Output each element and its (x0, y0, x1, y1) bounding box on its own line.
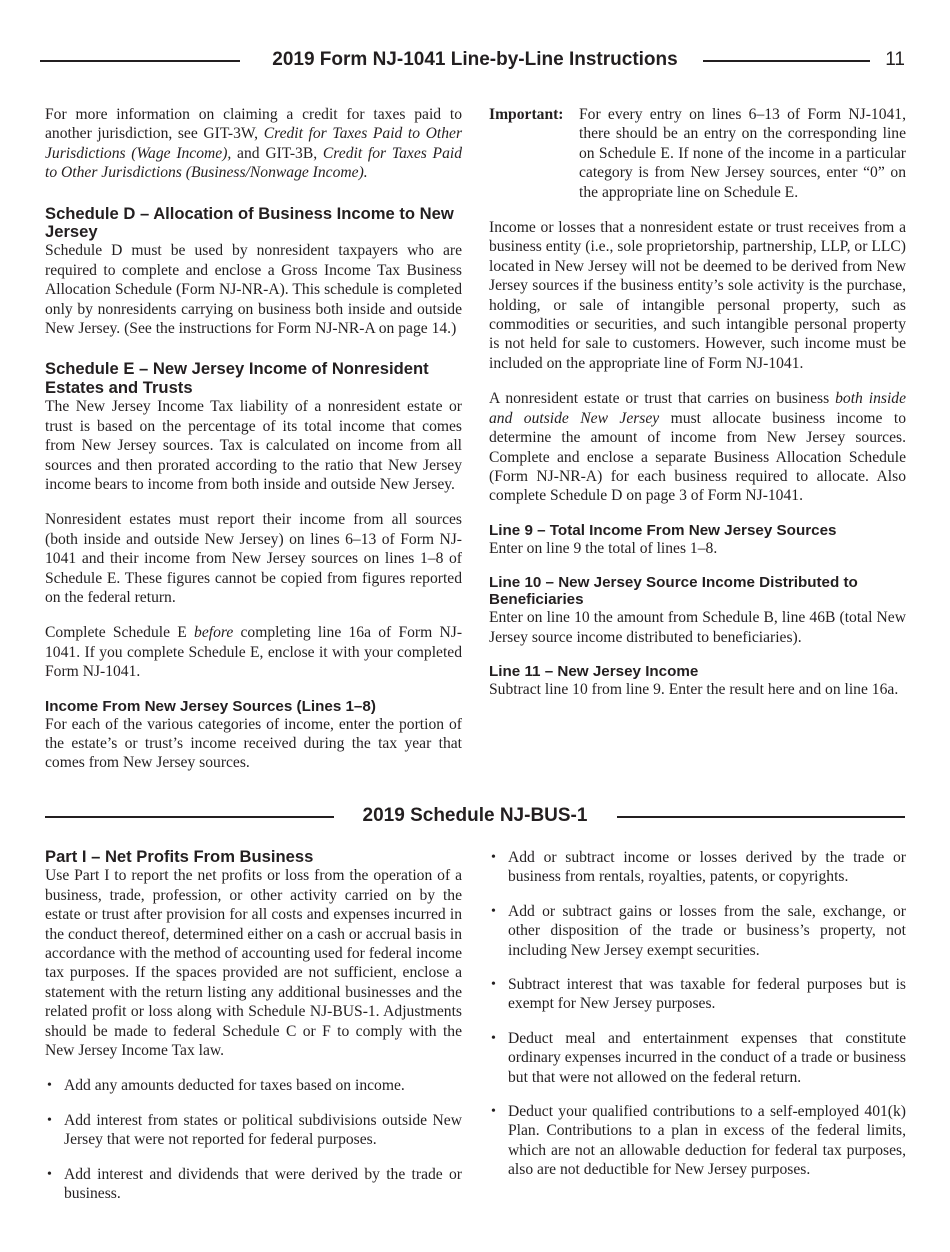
list-item: • Add or subtract gains or losses from the sale, exchange, or other disposition of the trade or business’s property, not including New Jersey exempt securities. (491, 902, 906, 959)
list-item: • Subtract interest that was taxable for federal purposes but is exempt for New Jersey purposes. (491, 976, 906, 1013)
list-item: • Add interest from states or political subdivisions outside New Jersey that were not reported for federal purposes. (47, 1111, 462, 1149)
left-column (45, 105, 462, 789)
schedule-d-text: Schedule D must be used by nonresident taxpayers who are required to complete and enclose a Gross Income Tax Business Allocation Schedule (Form NJ-NR-A). This schedule is completed only by nonresidents carrying on business both inside and outside New Jersey. (See the instructions for Form NJ-NR-A on page 14.) (45, 242, 462, 338)
line-10-text: Enter on line 10 the amount from Schedule B, line 46B (total New Jersey source income distributed to beneficiaries). (489, 609, 906, 646)
schedule-e-heading: Schedule E – New Jersey Income of Nonresident Estates and Trusts (45, 359, 429, 397)
page-header (0, 45, 950, 75)
line-9-heading: Line 9 – Total Income From New Jersey Sources (489, 521, 837, 539)
right-column (489, 105, 906, 715)
page-number: 11 (885, 49, 905, 70)
important-note (489, 105, 906, 202)
line-10-heading: Line 10 – New Jersey Source Income Distributed to Beneficiaries (489, 574, 858, 609)
list-item: • Add interest and dividends that were derived by the trade or business. (47, 1165, 462, 1203)
list-item: • Add or subtract income or losses derived by the trade or business from rentals, royalties, patents, or copyrights. (491, 849, 906, 886)
line-9-text: Enter on line 9 the total of lines 1–8. (489, 539, 718, 557)
important-label: Important: (489, 106, 564, 123)
schedule-d-heading: Schedule D – Allocation of Business Income to New Jersey (45, 203, 454, 242)
important-text: For every entry on lines 6–13 of Form NJ-1041, there should be an entry on the corresponding line on Schedule E. If none of the income in a particular category is from New Jersey sources, enter “0” on the appropriate line on Schedule E. (579, 106, 906, 201)
schedule-e-paragraph-3: Complete Schedule E before completing line 16a of Form NJ-1041. If you complete Schedule E, enclose it with your completed Form NJ-1041. (45, 624, 463, 681)
list-item: • Deduct your qualified contributions to a self-employed 401(k) Plan. Contributions to a plan in excess of the federal limits, which are not an allowable deduction for federal tax purposes, also are not deductible for New Jersey purposes. (491, 1103, 906, 1179)
list-item: • Add any amounts deducted for taxes based on income. (47, 1077, 405, 1095)
bus-right-column (489, 848, 906, 1195)
bus-left-column (45, 848, 462, 1219)
list-item: • Deduct meal and entertainment expenses that constitute ordinary expenses incurred in the conduct of a trade or business but that were not allowed on the federal return. (491, 1029, 906, 1086)
header-rule-right (703, 60, 870, 62)
section-rule-right (617, 816, 905, 818)
intro-paragraph: For more information on claiming a credit for taxes paid to another jurisdiction, see GIT-3W, Credit for Taxes Paid to Other Jurisdictions (Wage Income), and GIT-3B, Credit for Taxes Paid to Other Jurisdictions (Business/Nonwage Income). (45, 106, 463, 182)
part-1-heading: Part I – Net Profits From Business (45, 847, 314, 866)
section-title: 2019 Schedule NJ-BUS-1 (362, 805, 588, 826)
left-bullet-list (45, 1076, 462, 1203)
line-11-heading: Line 11 – New Jersey Income (489, 662, 699, 680)
line-11-text: Subtract line 10 from line 9. Enter the result here and on line 16a. (489, 680, 899, 698)
page-title: 2019 Form NJ-1041 Line-by-Line Instructions (272, 49, 678, 70)
section-header (0, 801, 950, 831)
schedule-e-paragraph-2: Nonresident estates must report their income from all sources (both inside and outside New Jersey) on lines 6–13 of Form NJ-1041 and their income from New Jersey sources on lines 1–8 of Schedule E. These figures cannot be copied from figures reported on the federal return. (45, 511, 462, 606)
part-1-text: Use Part I to report the net profits or loss from the operation of a business, trade, profession, or other activity carried on by the estate or trust after provision for all costs and expenses incurred in the conduct thereof, determined either on a cash or accrual basis in accordance with the method of accounting used for federal income tax purposes. If the spaces provided are not sufficient, enclose a statement with the return listing any additional businesses and the related profit or loss along with Schedule NJ-BUS-1. Adjustments should be made to federal Schedule C or F to comply with the New Jersey Income Tax law. (45, 867, 462, 1060)
schedule-e-paragraph-1: The New Jersey Income Tax liability of a nonresident estate or trust is based on the percentage of its total income that comes from New Jersey sources. Tax is calculated on income from all sources and then prorated according to the ratio that New Jersey income bears to income from both inside and outside New Jersey. (45, 398, 462, 493)
income-nj-sources-text: For each of the various categories of income, enter the portion of the estate’s or trust’s income received during the tax year that comes from New Jersey sources. (45, 715, 462, 772)
right-paragraph-1: Income or losses that a nonresident estate or trust receives from a business entity (i.e., sole proprietorship, partnership, LLP, or LLC) located in New Jersey will not be deemed to be derived from New Jersey sources if the business entity’s sole activity is the purchase, holding, or sale of intangible personal property, such as commodities or securities, and such intangible personal property is not held for sale to customers. However, such income must be included on the appropriate line of Form NJ-1041. (489, 219, 906, 372)
income-nj-sources-heading: Income From New Jersey Sources (Lines 1–8) (45, 697, 376, 715)
right-paragraph-2: A nonresident estate or trust that carries on business both inside and outside New Jersey must allocate business income to determine the amount of income from New Jersey sources. Complete and enclose a separate Business Allocation Schedule (Form NJ-NR-A) for each business required to allocate. Also complete Schedule D on page 3 of Form NJ-1041. (489, 390, 906, 505)
right-bullet-list (489, 848, 906, 1180)
